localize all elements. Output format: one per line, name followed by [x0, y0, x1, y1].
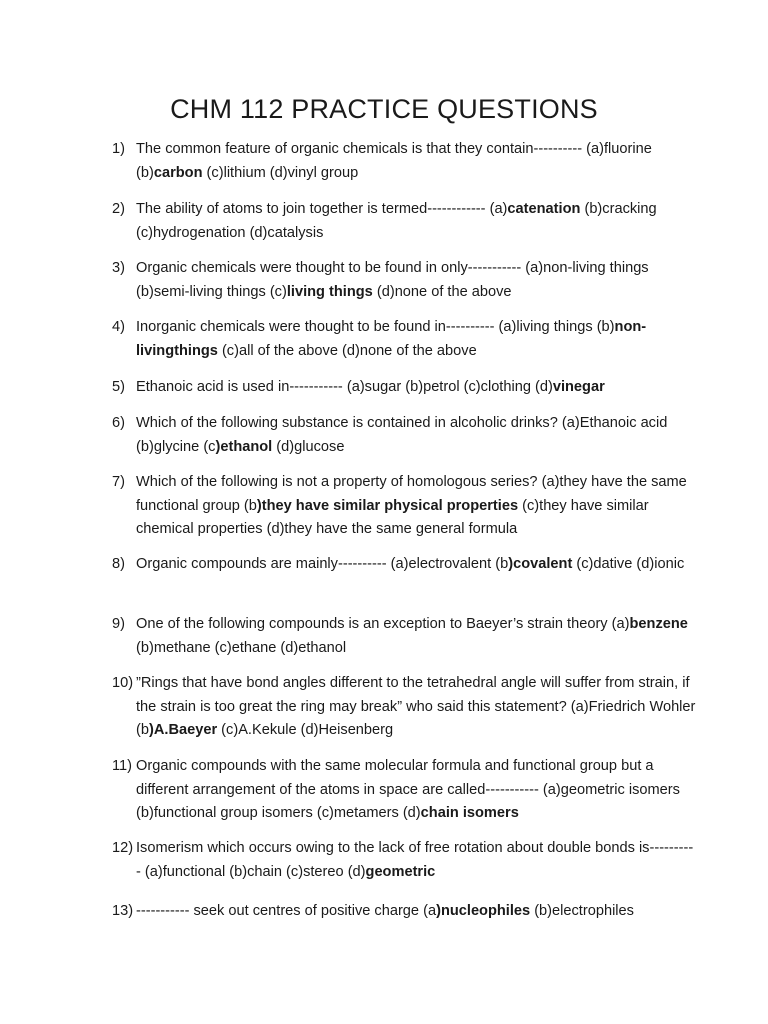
- question-3: [112, 257, 696, 304]
- question-text: [136, 556, 684, 572]
- question-segment: (d)none of the above: [372, 283, 512, 300]
- question-number: 3): [112, 260, 125, 276]
- question-4: [112, 316, 696, 363]
- question-1: [112, 138, 696, 185]
- question-text: [136, 141, 652, 181]
- question-segment: Which of the following substance is contained in alcoholic drinks? (a)Ethanoic acid (b)glycine (c: [136, 415, 668, 455]
- answer-text: geometric: [365, 863, 436, 880]
- question-number: 9): [112, 616, 125, 632]
- question-segment: (d)glucose: [272, 438, 345, 455]
- question-text: [136, 675, 695, 738]
- question-segment: Isomerism which occurs owing to the lack of free rotation about double bonds is---------- (a)functional (b)chain (c)stereo (d): [136, 840, 694, 880]
- question-segment: (b)methane (c)ethane (d)ethanol: [136, 639, 347, 656]
- question-segment: Organic chemicals were thought to be found in only----------- (a)non-living things (b)semi-living things (c): [136, 260, 649, 300]
- answer-text: carbon: [153, 164, 203, 181]
- question-number: 7): [112, 474, 125, 490]
- question-5: [112, 376, 696, 400]
- answer-text: catenation: [507, 201, 581, 217]
- answer-text: )ethanol: [215, 438, 273, 455]
- question-7: [112, 471, 696, 542]
- question-segment: One of the following compounds is an exception to Baeyer’s strain theory (a): [136, 616, 630, 632]
- question-13: [112, 900, 696, 924]
- question-text: [136, 758, 680, 821]
- question-segment: Ethanoic acid is used in----------- (a)sugar (b)petrol (c)clothing (d): [136, 379, 553, 395]
- question-number: 1): [112, 141, 125, 157]
- question-number: 4): [112, 319, 125, 335]
- question-number: 12): [112, 840, 134, 856]
- question-segment: (c)dative (d)ionic: [572, 556, 685, 572]
- question-11: [112, 755, 696, 826]
- question-text: [136, 903, 634, 919]
- question-segment: Organic compounds are mainly---------- (a)electrovalent (b: [136, 556, 509, 572]
- answer-text: vinegar: [552, 379, 605, 395]
- question-number: 8): [112, 556, 125, 572]
- answer-text: )they have similar physical properties: [256, 497, 519, 514]
- question-12: [112, 837, 696, 884]
- question-segment: Organic compounds with the same molecular formula and functional group but a different arrangement of the atoms in space are called----------- (a)geometric isomers (b)functional group isomers (c)metamers (d): [136, 758, 680, 821]
- question-text: [136, 474, 687, 537]
- answer-text: living things: [286, 283, 373, 300]
- question-text: [136, 616, 688, 656]
- question-number: 10): [112, 675, 134, 691]
- question-number: 6): [112, 415, 125, 431]
- question-text: [136, 319, 646, 359]
- page-title: CHM 112 PRACTICE QUESTIONS: [170, 94, 598, 124]
- question-segment: (b)electrophiles: [530, 903, 634, 919]
- question-segment: (c)lithium (d)vinyl group: [202, 164, 359, 181]
- question-segment: Inorganic chemicals were thought to be found in---------- (a)living things (b): [136, 319, 615, 335]
- question-segment: (c)all of the above (d)none of the above: [217, 342, 477, 359]
- question-10: [112, 672, 696, 743]
- answer-text: chain isomers: [420, 805, 519, 821]
- question-segment: (c)they have similar chemical properties (d)they have the same general formula: [136, 497, 649, 537]
- answer-text: )nucleophiles: [436, 903, 531, 919]
- question-text: [136, 415, 667, 455]
- question-segment: The ability of atoms to join together is termed------------ (a): [136, 201, 508, 217]
- question-number: 2): [112, 201, 125, 217]
- question-9: [112, 613, 696, 660]
- question-segment: (b)cracking (c)hydrogenation (d)catalysis: [136, 201, 657, 241]
- answer-text: )A.Baeyer: [148, 722, 218, 738]
- question-segment: Which of the following is not a property of homologous series? (a)they have the same functional group (b: [136, 474, 687, 514]
- answer-text: benzene: [629, 616, 688, 632]
- question-number: 13): [112, 903, 134, 919]
- question-text: [136, 201, 657, 241]
- question-text: [136, 840, 693, 880]
- question-6: [112, 412, 696, 459]
- question-segment: ”Rings that have bond angles different to the tetrahedral angle will suffer from strain, if the strain is too great the ring may break” who said this statement? (a)Friedrich Wohler (b: [136, 675, 696, 738]
- question-2: [112, 198, 696, 245]
- answer-text: )covalent: [508, 556, 573, 572]
- question-segment: ----------- seek out centres of positive charge (a: [136, 903, 437, 919]
- question-number: 5): [112, 379, 125, 395]
- question-segment: The common feature of organic chemicals is that they contain---------- (a)fluorine (b): [136, 141, 652, 181]
- question-text: [136, 379, 605, 395]
- answer-text: non-livingthings: [136, 319, 647, 359]
- question-text: [136, 260, 649, 300]
- question-segment: (c)A.Kekule (d)Heisenberg: [217, 722, 394, 738]
- question-8: [112, 553, 696, 577]
- question-number: 11): [112, 758, 133, 774]
